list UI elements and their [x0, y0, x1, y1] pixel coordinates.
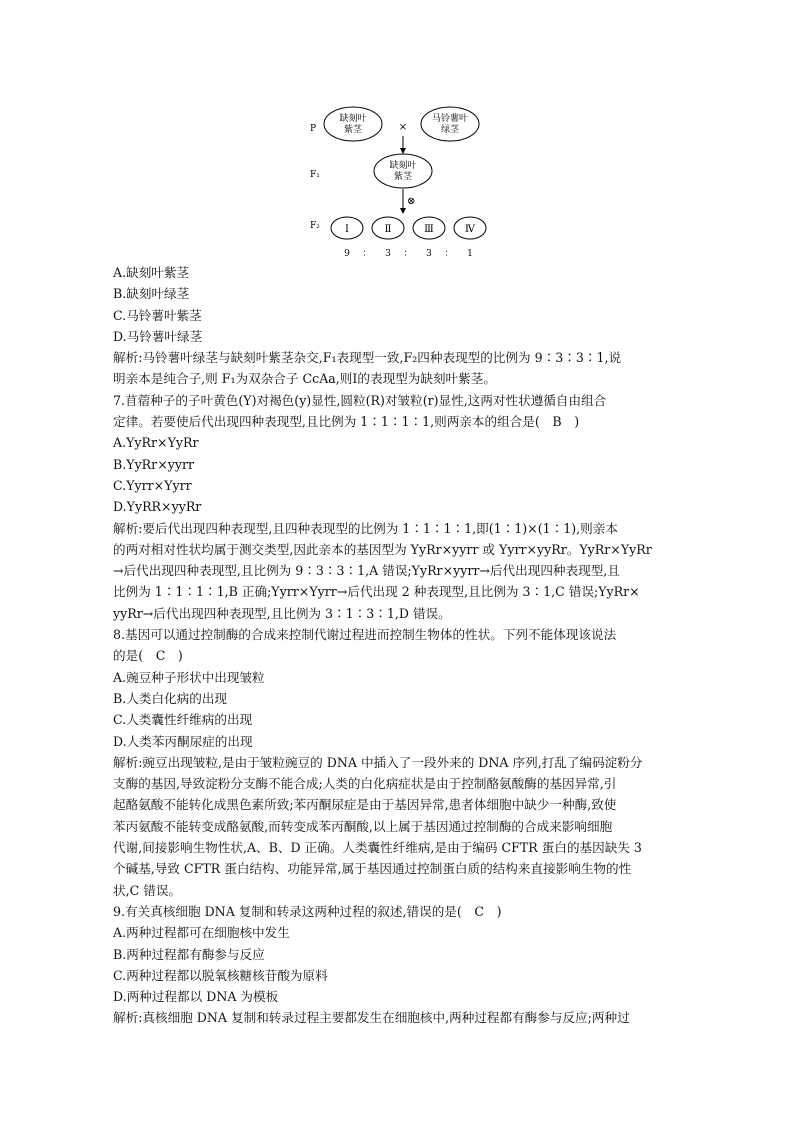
- option-c: C.两种过程都以脱氧核糖核苷酸为原料: [113, 967, 328, 983]
- option-a: A.豌豆种子形状中出现皱粒: [113, 669, 265, 685]
- ratio-value-4: 1: [467, 249, 473, 259]
- analysis-line: 代谢,间接影响生物性状,A、B、D 正确。人类囊性纤维病,是由于编码 CFTR 蛋白的基因缺失 3: [113, 840, 642, 856]
- analysis-line: 苯丙氨酸不能转变成酪氨酸,而转变成苯丙酮酸,以上属于基因通过控制酶的合成来影响细胞: [113, 818, 613, 834]
- question-7-stem: 定律。若要使后代出现四种表现型,且比例为 1∶1∶1∶1,则两亲本的组合是( B ): [113, 414, 580, 430]
- parent2-line1: 马铃薯叶: [431, 114, 469, 124]
- analysis-line: 起酪氨酸不能转化成黑色素所致;苯丙酮尿症是由于基因异常,患者体细胞中缺少一种酶,致使: [113, 797, 617, 813]
- question-7-stem: 7.苜蓿种子的子叶黄色(Y)对褐色(y)显性,圆粒(R)对皱粒(r)显性,这两对性状遵循自由组合: [113, 392, 607, 408]
- analysis-line: 支酶的基因,导致淀粉分支酶不能合成;人类的白化病症状是由于控制酪氨酸酶的基因异常,引: [113, 776, 617, 792]
- ratio-value-1: 9: [344, 249, 350, 259]
- analysis-line: →后代出现四种表现型,且比例为 9∶3∶3∶1,A 错误;YyRr×yyrr→后代出现四种表现型,且: [113, 563, 620, 579]
- analysis-line: 明亲本是纯合子,则 F₁为双杂合子 CcAa,则Ⅰ的表现型为缺刻叶紫茎。: [113, 371, 496, 387]
- genetic-cross-diagram: [300, 104, 500, 264]
- ratio-colon-2: ：: [403, 249, 413, 259]
- p-generation-label: P: [310, 124, 317, 134]
- f2-class-label-1: Ⅰ: [345, 224, 349, 235]
- parent2-ellipse: [421, 107, 479, 141]
- option-a: A.缺刻叶紫茎: [113, 265, 190, 280]
- option-d: D.YyRR×yyRr: [113, 499, 202, 515]
- f2-class-label-3: Ⅲ: [424, 224, 434, 235]
- parent1-ellipse: [324, 107, 382, 141]
- analysis-line: 解析:要后代出现四种表现型,且四种表现型的比例为 1∶1∶1∶1,即(1∶1)×(1∶1),则亲本: [113, 520, 618, 536]
- option-c: C.人类囊性纤维病的出现: [113, 712, 253, 728]
- option-d: D.两种过程都以 DNA 为模板: [113, 989, 279, 1005]
- option-d: D.马铃薯叶绿茎: [113, 328, 203, 344]
- analysis-line: 的两对相对性状均属于测交类型,因此亲本的基因型为 YyRr×yyrr 或 Yyrr×yyRr。YyRr×YyRr: [113, 541, 652, 557]
- option-a: A.YyRr×YyRr: [113, 435, 199, 451]
- parent1-line2: 紫茎: [343, 125, 363, 135]
- ratio-colon-1: ：: [362, 249, 372, 259]
- option-b: B.缺刻叶绿茎: [113, 286, 190, 302]
- cross-symbol: ×: [398, 122, 408, 133]
- option-b: B.YyRr×yyrr: [113, 456, 195, 472]
- document-body: [113, 262, 683, 1029]
- analysis-line: 解析:豌豆出现皱粒,是由于皱粒豌豆的 DNA 中插入了一段外来的 DNA 序列,打乱了编码淀粉分: [113, 754, 643, 770]
- f2-class-label-4: Ⅳ: [465, 224, 475, 235]
- option-b: B.两种过程都有酶参与反应: [113, 946, 265, 962]
- option-b: B.人类白化病的出现: [113, 690, 228, 706]
- f1-generation-label: F₁: [310, 170, 320, 180]
- analysis-line: 解析:马铃薯叶绿茎与缺刻叶紫茎杂交,F₁表现型一致,F₂四种表现型的比例为 9∶3∶3∶1,说: [113, 350, 622, 366]
- f1-ellipse: [374, 154, 432, 188]
- analysis-line: 比例为 1∶1∶1∶1,B 正确;Yyrr×Yyrr→后代出现 2 种表现型,且比例为 3∶1,C 错误;YyRr×: [113, 584, 640, 600]
- question-9-stem: 9.有关真核细胞 DNA 复制和转录这两种过程的叙述,错误的是( C ): [113, 903, 502, 919]
- self-cross-symbol: ⊗: [407, 196, 416, 207]
- analysis-line: 状,C 错误。: [113, 882, 182, 898]
- f1-line2: 紫茎: [393, 172, 413, 182]
- option-d: D.人类苯丙酮尿症的出现: [113, 733, 253, 749]
- f2-class-label-2: Ⅱ: [384, 224, 392, 235]
- analysis-line: 个碱基,导致 CFTR 蛋白结构、功能异常,属于基因通过控制蛋白质的结构来直接影响生物的性: [113, 861, 632, 877]
- f1-line1: 缺刻叶: [389, 161, 417, 171]
- analysis-line: 解析:真核细胞 DNA 复制和转录过程主要都发生在细胞核中,两种过程都有酶参与反应;两种过: [113, 1010, 630, 1026]
- option-c: C.马铃薯叶紫茎: [113, 307, 202, 323]
- ratio-value-2: 3: [385, 249, 391, 259]
- ratio-colon-3: ：: [444, 249, 454, 259]
- parent1-line1: 缺刻叶: [339, 114, 367, 124]
- ratio-value-3: 3: [426, 249, 432, 259]
- f2-generation-label: F₂: [310, 221, 320, 231]
- analysis-line: yyRr→后代出现四种表现型,且比例为 3∶1∶3∶1,D 错误。: [113, 605, 451, 621]
- question-8-stem: 的是( C ): [113, 648, 183, 664]
- question-8-stem: 8.基因可以通过控制酶的合成来控制代谢过程进而控制生物体的性状。下列不能体现该说法: [113, 627, 617, 643]
- option-a: A.两种过程都可在细胞核中发生: [113, 925, 290, 941]
- cross-diagram-svg: [300, 104, 500, 264]
- option-c: C.Yyrr×Yyrr: [113, 477, 192, 493]
- parent2-line2: 绿茎: [440, 125, 460, 135]
